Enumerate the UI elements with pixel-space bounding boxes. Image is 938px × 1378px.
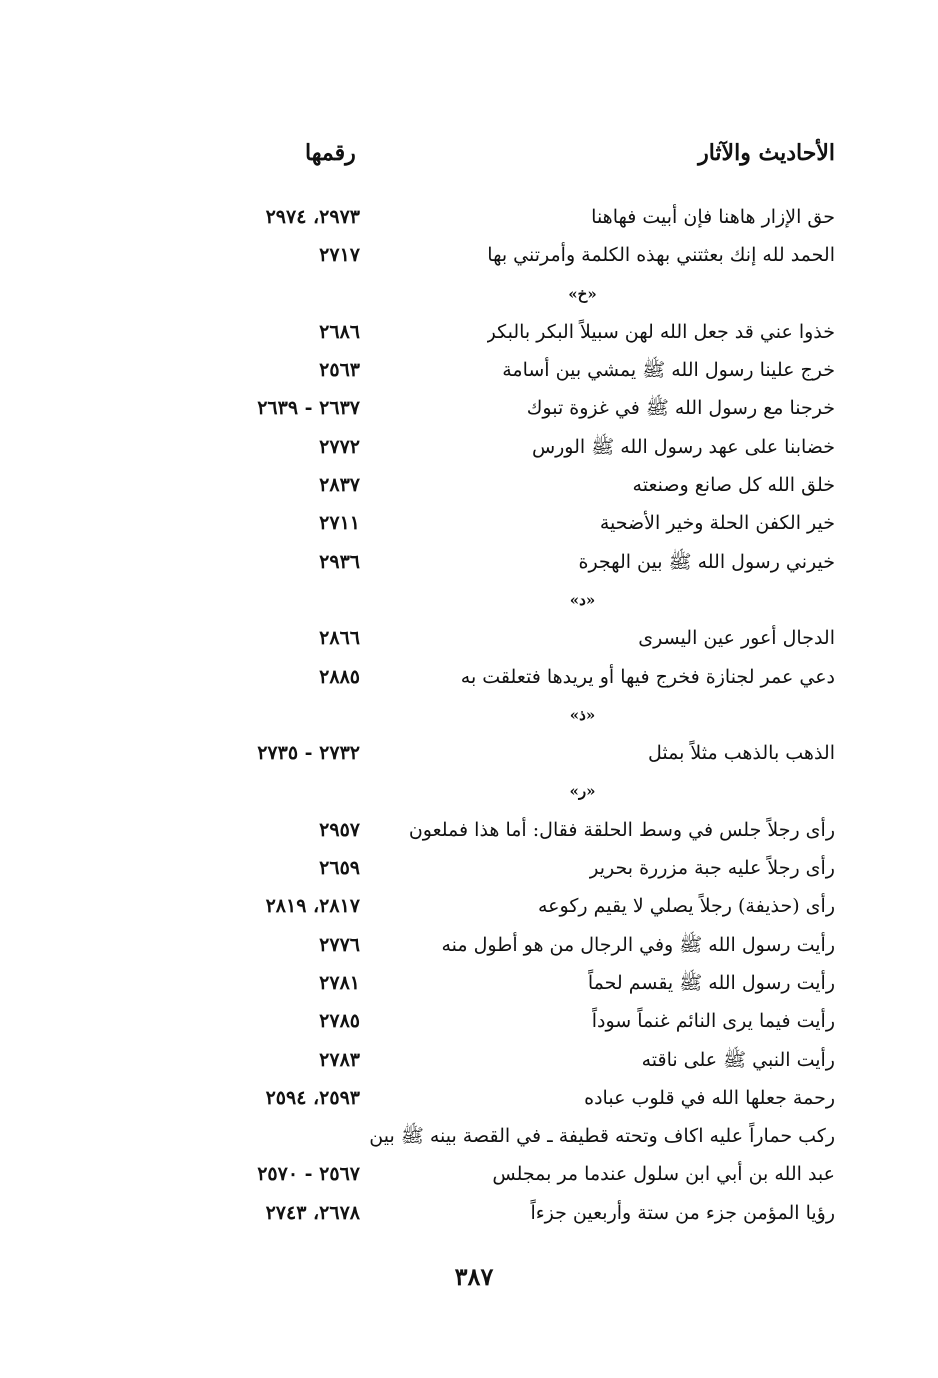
- entry-number: ٢٨٨٥: [319, 665, 360, 688]
- number-column-heading: رقمها: [305, 140, 356, 166]
- entry-text: رأيت رسول الله ﷺ يقسم لحماً: [587, 971, 835, 994]
- entry-number: ٢٦٣٧ - ٢٦٣٩: [257, 397, 360, 420]
- entry-text: رحمة جعلها الله في قلوب عباده: [584, 1086, 835, 1109]
- index-entry: [210, 926, 835, 964]
- entry-text: رأيت فيما يرى النائم غنماً سوداً: [591, 1010, 835, 1033]
- entry-text: خير الكفن الحلة وخير الأضحية: [599, 512, 835, 535]
- entry-number: ٢٧١٧: [319, 244, 360, 267]
- entry-number: ٢٨٦٦: [319, 627, 360, 650]
- entry-number: ٢٦٨٦: [319, 320, 360, 343]
- entry-text: الدجال أعور عين اليسرى: [638, 627, 835, 650]
- index-entry: [210, 1041, 835, 1079]
- entry-text: خرجنا مع رسول الله ﷺ في غزوة تبوك: [526, 397, 835, 420]
- entry-number: ٢٩٧٣، ٢٩٧٤: [265, 206, 360, 228]
- letter-heading-text: «خ»: [568, 284, 597, 303]
- index-entry: [210, 964, 835, 1002]
- entry-text: رأى رجلاً عليه جبة مزررة بحرير: [589, 857, 835, 880]
- index-entry: [210, 313, 835, 351]
- entry-text: رؤيا المؤمن جزء من ستة وأربعين جزءاً: [530, 1201, 835, 1224]
- index-entries: [210, 198, 835, 1232]
- entry-text: خلق الله كل صانع وصنعته: [632, 474, 835, 497]
- index-entry: [210, 1155, 835, 1193]
- entry-number: ٢٧٨٣: [319, 1048, 360, 1071]
- entry-number: ٢٧٨١: [319, 971, 360, 994]
- entry-text: الحمد لله إنك بعثتني بهذه الكلمة وأمرتني بها: [487, 244, 835, 267]
- index-entry: [210, 1002, 835, 1040]
- index-entry: [210, 198, 835, 236]
- title-column-heading: الأحاديث والآثار: [698, 140, 835, 166]
- index-entry: [210, 849, 835, 887]
- entry-text: حق الإزار هاهنا فإن أبيت فهاهنا: [591, 206, 835, 228]
- entry-number: ٢٧٧٢: [319, 435, 360, 458]
- entry-text: رأيت رسول الله ﷺ وفي الرجال من هو أطول منه: [441, 933, 835, 956]
- index-entry: [210, 504, 835, 542]
- entry-text: رأيت النبي ﷺ على ناقته: [641, 1048, 835, 1071]
- index-entry: [210, 658, 835, 696]
- entry-text: ركب حماراً عليه اكاف وتحته قطيفة ـ في القصة بينه ﷺ بين: [369, 1125, 835, 1148]
- index-entry: [210, 1117, 835, 1155]
- index-entry: [210, 811, 835, 849]
- entry-text: خضابنا على عهد رسول الله ﷺ الورس: [531, 435, 835, 458]
- entry-number: ٢٥٩٣، ٢٥٩٤: [265, 1086, 360, 1109]
- letter-section-heading: [210, 581, 835, 619]
- letter-section-heading: [210, 696, 835, 734]
- letter-heading-text: «ر»: [569, 782, 596, 801]
- entry-text: دعي عمر لجنازة فخرج فيها أو يريدها فتعلقت به: [460, 665, 835, 688]
- entry-number: ٢٦٧٨، ٢٧٤٣: [265, 1201, 360, 1224]
- entry-number: ٢٧٣٢ - ٢٧٣٥: [257, 742, 360, 765]
- entry-number: ٢٨٣٧: [319, 474, 360, 497]
- entry-text: رأى (حذيفة) رجلاً يصلي لا يقيم ركوعه: [537, 895, 835, 918]
- index-entry: [210, 428, 835, 466]
- letter-heading-text: «د»: [569, 590, 596, 609]
- letter-section-heading: [210, 275, 835, 313]
- letter-section-heading: [210, 772, 835, 810]
- index-entry: [210, 734, 835, 772]
- index-entry: [210, 389, 835, 427]
- entry-text: رأى رجلاً جلس في وسط الحلقة فقال: أما هذا فملعون: [408, 818, 835, 841]
- entry-number: ٢٩٥٧: [319, 818, 360, 841]
- index-entry: [210, 1194, 835, 1232]
- entry-text: الذهب بالذهب مثلاً بمثل: [648, 742, 835, 765]
- entry-number: ٢٥٦٣: [319, 359, 360, 382]
- index-entry: [210, 466, 835, 504]
- entry-number: ٢٧١١: [319, 512, 360, 535]
- entry-number: ٢٦٥٩: [319, 857, 360, 880]
- entry-number: ٢٧٨٥: [319, 1010, 360, 1033]
- index-entry: [210, 619, 835, 657]
- index-entry: [210, 887, 835, 925]
- entry-number: ٢٩٣٦: [319, 550, 360, 573]
- index-entry: [210, 543, 835, 581]
- entry-number: ٢٧٧٦: [319, 933, 360, 956]
- entry-text: عبد الله بن أبي ابن سلول عندما مر بمجلس: [492, 1163, 835, 1186]
- entry-text: خذوا عني قد جعل الله لهن سبيلاً البكر بالبكر: [486, 320, 835, 343]
- entry-number: ٢٥٦٧ - ٢٥٧٠: [257, 1163, 360, 1186]
- page-number: ٣٨٧: [454, 1262, 494, 1291]
- entry-number: ٢٨١٧، ٢٨١٩: [265, 895, 360, 918]
- letter-heading-text: «ذ»: [569, 705, 596, 724]
- index-entry: [210, 351, 835, 389]
- index-entry: [210, 236, 835, 274]
- entry-text: خيرني رسول الله ﷺ بين الهجرة: [578, 550, 835, 573]
- index-entry: [210, 1079, 835, 1117]
- index-header: [210, 140, 835, 180]
- entry-text: خرج علينا رسول الله ﷺ يمشي بين أسامة: [502, 359, 835, 382]
